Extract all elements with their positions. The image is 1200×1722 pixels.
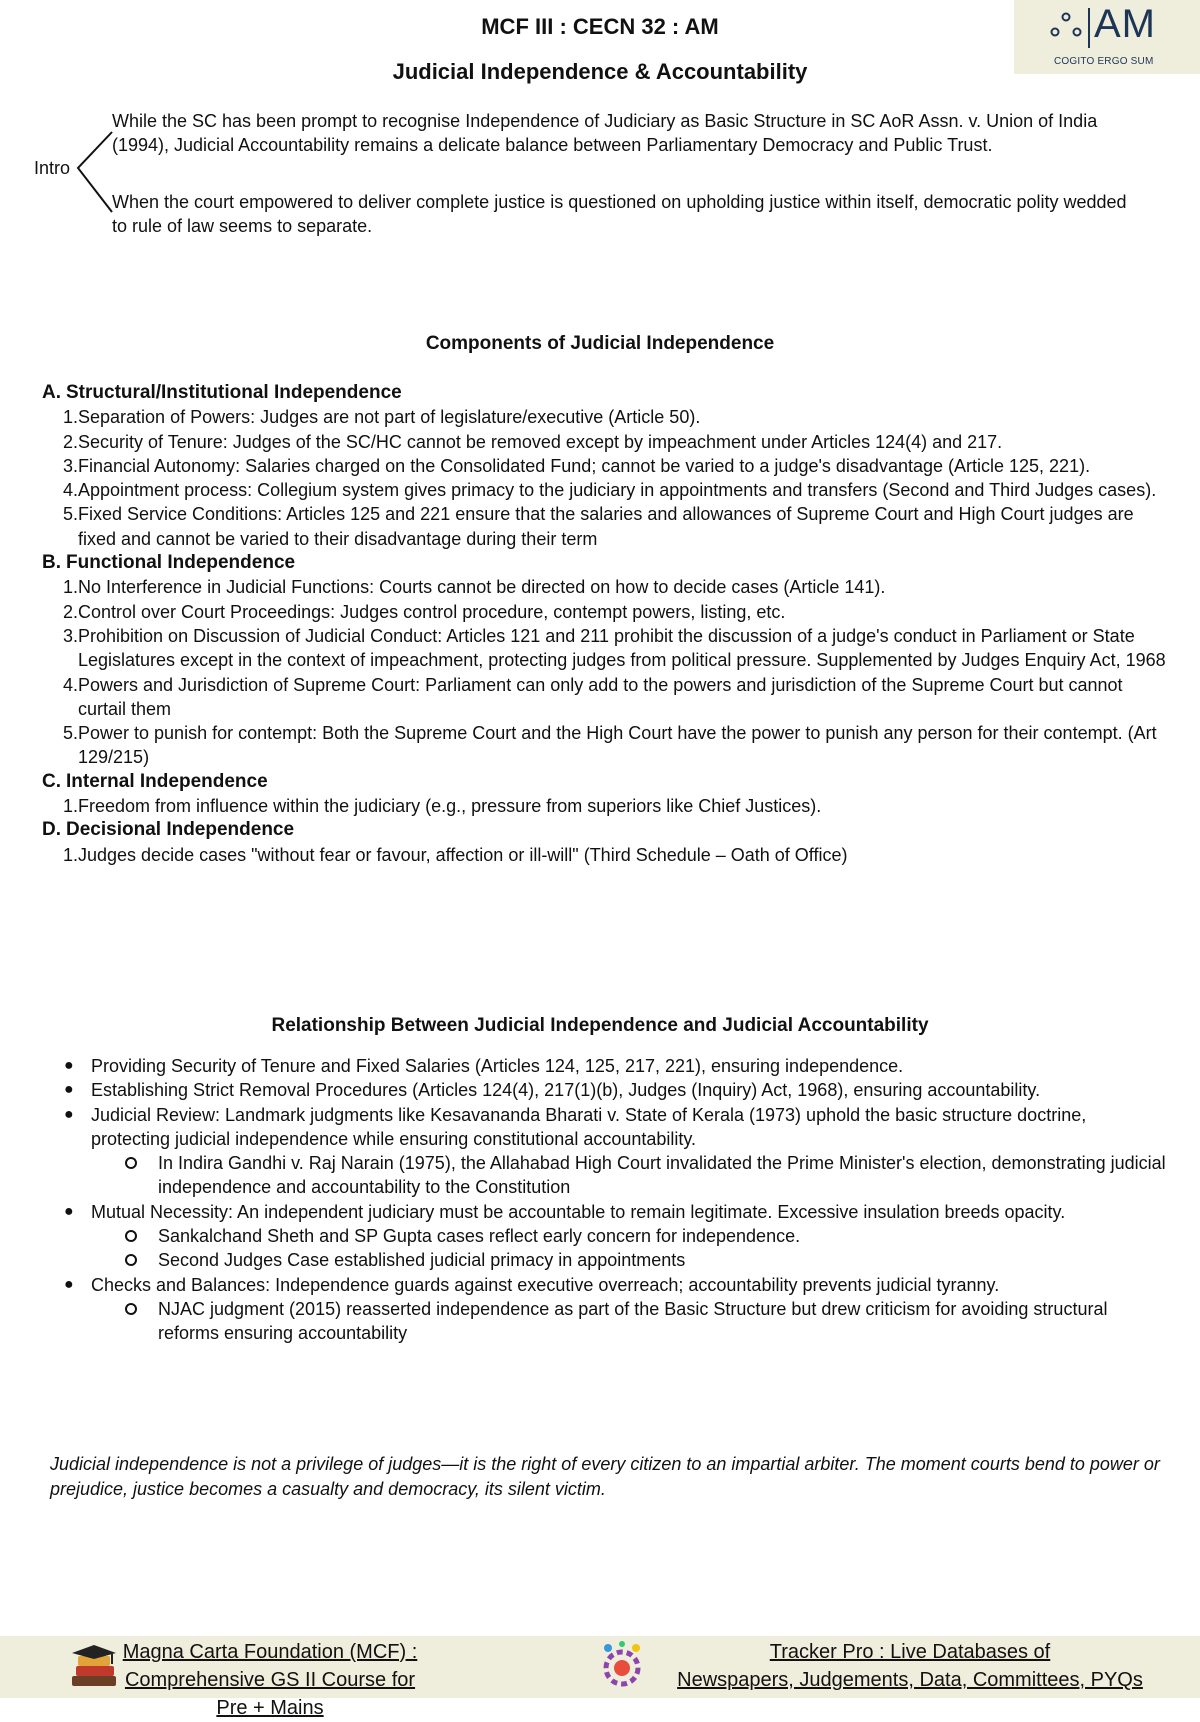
logo-text: AM <box>1094 2 1156 46</box>
list-item: 4. Appointment process: Collegium system gives primacy to the judiciary in appointments and transfers (Second and Third Judges cases). <box>62 480 1157 501</box>
category-heading: C. Internal Independence <box>42 770 268 792</box>
list-item: 5. Fixed Service Conditions: Articles 125 and 221 ensure that the salaries and allowances of Supreme Court and High Court judges are fixed and cannot be varied to their disadvantage during their term <box>62 504 1134 549</box>
list-item: 1. Judges decide cases "without fear or favour, affection or ill-will" (Third Schedule – Oath of Office) <box>62 844 848 865</box>
sub-bullet-item: Second Judges Case established judicial primacy in appointments <box>62 1248 1170 1272</box>
tracker-pro-link[interactable]: Tracker Pro : Live Databases of Newspapers, Judgements, Data, Committees, PYQs <box>677 1641 1143 1691</box>
books-icon <box>66 1644 122 1692</box>
bullet-item: ● Mutual Necessity: An independent judiciary must be accountable to remain legitimate. Excessive insulation breeds opacity. <box>64 1201 1066 1222</box>
relationship-list <box>62 1054 1170 1346</box>
components-list <box>42 381 1170 867</box>
category-heading: A. Structural/Institutional Independence <box>42 382 402 403</box>
category-heading: D. Decisional Independence <box>42 819 295 841</box>
list-item: 2. Control over Court Proceedings: Judges control procedure, contempt powers, listing, etc. <box>62 601 786 622</box>
list-item: 2. Security of Tenure: Judges of the SC/HC cannot be removed except by impeachment under Articles 124(4) and 217. <box>62 431 1003 452</box>
list-item: 1. Separation of Powers: Judges are not part of legislature/executive (Article 50). <box>62 407 701 428</box>
intro-point: When the court empowered to deliver complete justice is questioned on upholding justice within itself, democratic polity wedded to rule of law seems to separate. <box>112 192 1127 236</box>
list-item: 3. Prohibition on Discussion of Judicial Conduct: Articles 121 and 211 prohibit the discussion of a judge's conduct in Parliament or State Legislatures except in the context of impeachment, protecting judges from political pressure. Supplemented by Judges Enquiry Act, 1968 <box>62 625 1166 671</box>
intro-label: Intro <box>34 158 71 178</box>
course-code: MCF III : CECN 32 : AM <box>481 14 719 39</box>
intro-bracket-icon <box>74 130 114 214</box>
list-item: 5. Power to punish for contempt: Both the Supreme Court and the High Court have the power to punish any person for their contempt. (Art 129/215) <box>62 723 1157 768</box>
list-item: 1. No Interference in Judicial Functions: Courts cannot be directed on how to decide cases (Article 141). <box>62 577 886 598</box>
tracker-gear-icon <box>596 1640 648 1694</box>
sub-bullet-item: NJAC judgment (2015) reasserted independence as part of the Basic Structure but drew criticism for avoiding structural reforms ensuring accountability <box>62 1297 1170 1346</box>
intro-point: While the SC has been prompt to recognise Independence of Judiciary as Basic Structure in SC AoR Assn. v. Union of India (1994), Judicial Accountability remains a delicate balance between Parliamentary Democracy and Public Trust. <box>112 111 1098 155</box>
bullet-item: ● Judicial Review: Landmark judgments like Kesavananda Bharati v. State of Kerala (1973) uphold the basic structure doctrine, protecting judicial independence while ensuring constitutional accountability. <box>64 1104 1087 1149</box>
mcf-course-link[interactable]: Magna Carta Foundation (MCF) : Comprehensive GS II Course for Pre + Mains <box>122 1641 418 1719</box>
bullet-item: ● Establishing Strict Removal Procedures (Articles 124(4), 217(1)(b), Judges (Inquiry) Act, 1968), ensuring accountability. <box>64 1080 1041 1101</box>
bullet-item: ● Checks and Balances: Independence guards against executive overreach; accountability prevents judicial tyranny. <box>64 1274 1000 1295</box>
sub-bullet-item: Sankalchand Sheth and SP Gupta cases reflect early concern for independence. <box>62 1224 1170 1248</box>
footer <box>0 1636 1200 1719</box>
relationship-heading: Relationship Between Judicial Independence and Judicial Accountability <box>271 1015 929 1036</box>
list-item: 1. Freedom from influence within the judiciary (e.g., pressure from superiors like Chief Justices). <box>62 796 822 817</box>
logo-tagline: COGITO ERGO SUM <box>1054 56 1154 67</box>
sub-bullet-item: In Indira Gandhi v. Raj Narain (1975), the Allahabad High Court invalidated the Prime Minister's election, demonstrating judicial independence and accountability to the Constitution <box>62 1151 1170 1200</box>
list-item: 4. Powers and Jurisdiction of Supreme Court: Parliament can only add to the powers and jurisdiction of the Supreme Court but cannot curtail them <box>62 674 1123 719</box>
bullet-item: ● Providing Security of Tenure and Fixed Salaries (Articles 124, 125, 217, 221), ensuring independence. <box>64 1056 904 1076</box>
conclusion-quote: Judicial independence is not a privilege of judges—it is the right of every citizen to an impartial arbiter. The moment courts bend to power or prejudice, justice becomes a casualty and democracy, its silent victim. <box>50 1454 1160 1499</box>
components-heading: Components of Judicial Independence <box>425 333 775 354</box>
list-item: 3. Financial Autonomy: Salaries charged on the Consolidated Fund; cannot be varied to a judge's disadvantage (Article 125, 221). <box>62 455 1091 476</box>
page-title: Judicial Independence & Accountability <box>392 59 808 84</box>
category-heading: B. Functional Independence <box>42 552 296 574</box>
